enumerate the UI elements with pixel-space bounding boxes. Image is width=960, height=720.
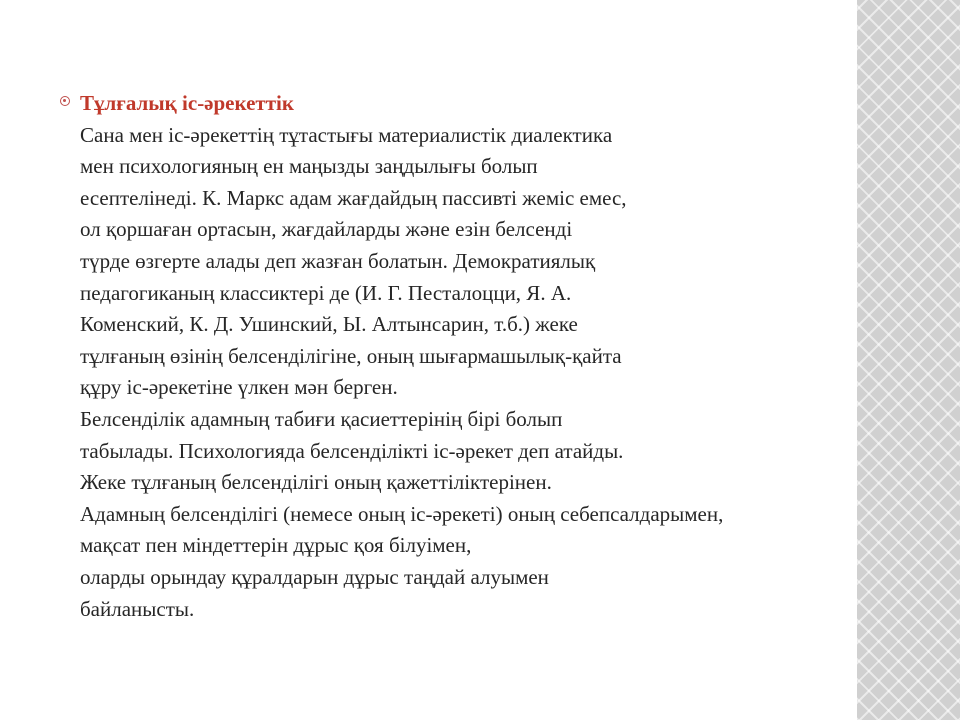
body-line: педагогиканың классиктері де (И. Г. Песталоцци, Я. А. bbox=[80, 280, 572, 305]
body-line: Белсенділік адамның табиғи қасиеттерінің бірі болып bbox=[80, 406, 563, 431]
body-line: табылады. Психологияда белсенділікті іс-әрекет деп атайды. bbox=[80, 438, 624, 463]
body-line: Жеке тұлғаның белсенділігі оның қажеттіліктерінен. bbox=[80, 470, 552, 495]
body-line: Сана мен іс-әрекеттің тұтастығы материалистік диалектика bbox=[80, 122, 613, 147]
body-line: оларды орындау құралдарын дұрыс таңдай алуымен bbox=[80, 564, 549, 589]
body-line: тұлғаның өзінің белсенділігіне, оның шығармашылық-қайта bbox=[80, 343, 622, 368]
body-line: есептелінеді. К. Маркс адам жағдайдың пассивті жеміс емес, bbox=[80, 185, 627, 210]
text-block bbox=[80, 88, 910, 625]
slide-content bbox=[60, 88, 910, 625]
body-line: мен психологияның ен маңызды заңдылығы болып bbox=[80, 154, 538, 179]
body-line: Адамның белсенділігі (немесе оның іс-әрекеті) оның себепсалдарымен, bbox=[80, 501, 724, 526]
slide-heading: Тұлғалық іс-әрекеттік bbox=[80, 91, 294, 115]
body-line: мақсат пен міндеттерін дұрыс қоя білуімен, bbox=[80, 533, 472, 558]
body-line: байланысты. bbox=[80, 596, 195, 621]
body-line: түрде өзгерте алады деп жазған болатын. Демократиялық bbox=[80, 248, 596, 273]
bullet-icon bbox=[60, 96, 70, 106]
body-line: құру іс-әрекетіне үлкен мән берген. bbox=[80, 375, 398, 400]
body-line: Коменский, К. Д. Ушинский, Ы. Алтынсарин, т.б.) жеке bbox=[80, 312, 578, 337]
body-line: ол қоршаған ортасын, жағдайларды және езін белсенді bbox=[80, 217, 573, 242]
